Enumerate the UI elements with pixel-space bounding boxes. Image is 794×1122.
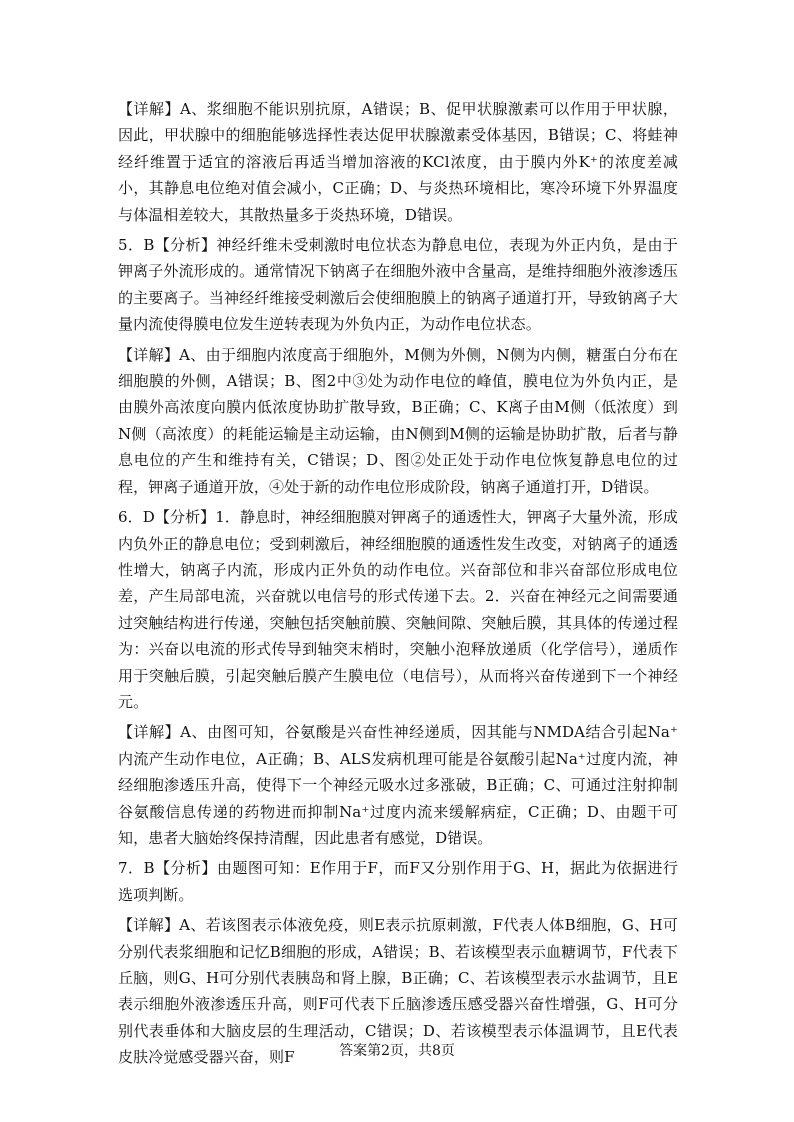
paragraph-q5-explanation: 【详解】A、由于细胞内浓度高于细胞外，M侧为外侧，N侧为内侧，糖蛋白分布在细胞膜的外侧，A错误；B、图2中③处为动作电位的峰值，膜电位为外负内正，是由膜外高浓度向膜内低浓度协助扩散导致，B正确；C、K离子由M侧（低浓度）到N侧（高浓度）的耗能运输是主动运输，由N侧到M侧的运输是协助扩散，后者与静息电位的产生和维持有关，C错误；D、图②处正处于动作电位恢复静息电位的过程，钾离子通道开放，④处于新的动作电位形成阶段，钠离子通道打开，D错误。 [118, 345, 678, 496]
paragraph-q5-analysis: 5．B【分析】神经纤维未受刺激时电位状态为静息电位，表现为外正内负，是由于钾离子外流形成的。通常情况下钠离子在细胞外液中含量高，是维持细胞外液渗透压的主要离子。当神经纤维接受刺激后会使细胞膜上的钠离子通道打开，导致钠离子大量内流使得膜电位发生逆转表现为外负内正，为动作电位状态。 [118, 236, 678, 334]
answer-page-body [118, 96, 678, 1075]
paragraph-q7-analysis: 7．B【分析】由题图可知：E作用于F，而F又分别作用于G、H，据此为依据进行选项判断。 [118, 859, 678, 904]
paragraph-q6-analysis: 6．D【分析】1．静息时，神经细胞膜对钾离子的通透性大，钾离子大量外流，形成内负外正的静息电位；受到刺激后，神经细胞膜的通透性发生改变，对钠离子的通透性增大，钠离子内流，形成内正外负的动作电位。兴奋部位和非兴奋部位形成电位差，产生局部电流，兴奋就以电信号的形式传递下去。2．兴奋在神经元之间需要通过突触结构进行传递，突触包括突触前膜、突触间隙、突触后膜，其具体的传递过程为：兴奋以电流的形式传导到轴突末梢时，突触小泡释放递质（化学信号），递质作用于突触后膜，引起突触后膜产生膜电位（电信号），从而将兴奋传递到下一个神经元。 [118, 508, 678, 711]
paragraph-q4-explanation: 【详解】A、浆细胞不能识别抗原，A错误；B、促甲状腺激素可以作用于甲状腺，因此，甲状腺中的细胞能够选择性表达促甲状腺激素受体基因，B错误；C、将蛙神经纤维置于适宜的溶液后再适当增加溶液的KCl浓度，由于膜内外K⁺的浓度差减小，其静息电位绝对值会减小，C正确；D、与炎热环境相比，寒冷环境下外界温度与体温相差较大，其散热量多于炎热环境，D错误。 [118, 100, 678, 224]
paragraph-q6-explanation: 【详解】A、由图可知，谷氨酸是兴奋性神经递质，因其能与NMDA结合引起Na⁺内流产生动作电位，A正确；B、ALS发病机理可能是谷氨酸引起Na⁺过度内流，神经细胞渗透压升高，使得下一个神经元吸水过多涨破，B正确；C、可通过注射抑制谷氨酸信息传递的药物进而抑制Na⁺过度内流来缓解病症，C正确；D、由题干可知，患者大脑始终保持清醒，因此患者有感觉，D错误。 [118, 723, 678, 847]
page-footer: 答案第2页，共8页 [339, 1043, 455, 1059]
paragraph-q7-explanation: 【详解】A、若该图表示体液免疫，则E表示抗原刺激，F代表人体B细胞，G、H可分别代表浆细胞和记忆B细胞的形成，A错误；B、若该模型表示血糖调节，F代表下丘脑，则G、H可分别代表胰岛和肾上腺，B正确；C、若该模型表示水盐调节，且E表示细胞外液渗透压升高，则F可代表下丘脑渗透压感受器兴奋性增强，G、H可分别代表垂体和大脑皮层的生理活动，C错误；D、若该模型表示体温调节，且E代表皮肤冷觉感受器兴奋，则F [118, 916, 678, 1067]
